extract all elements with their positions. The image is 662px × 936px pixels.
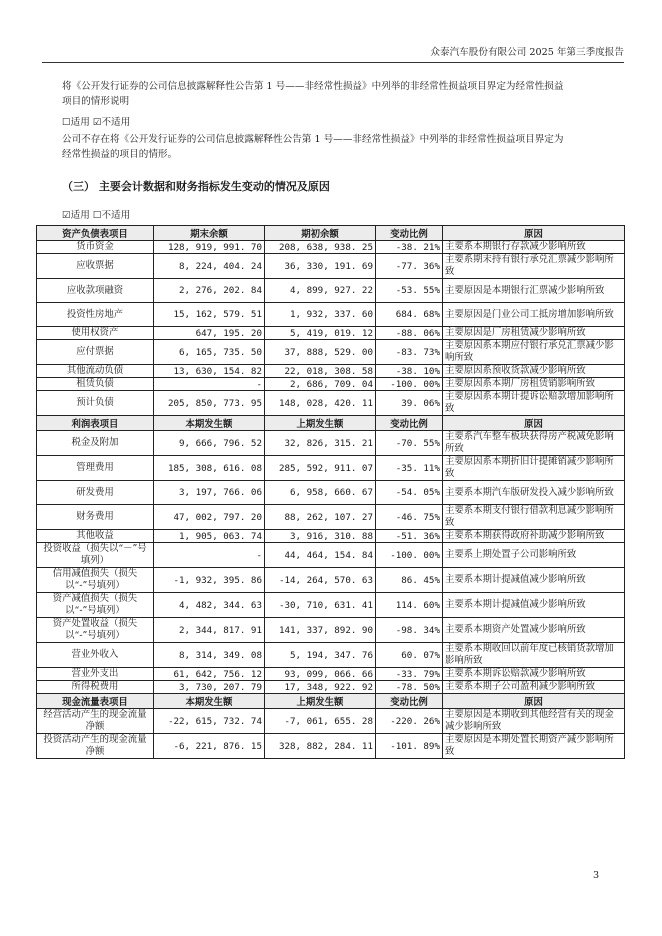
cell-item: 营业外支出 — [37, 668, 154, 681]
cell-reason: 主要系上期处置子公司影响所致 — [443, 543, 625, 568]
cell-pct: -220. 26% — [376, 709, 443, 734]
cell-reason: 主要系本期计提减值减少影响所致 — [443, 568, 625, 593]
cell-reason: 主要系本期支付银行借款利息减少影响所致 — [443, 505, 625, 530]
cell-pct: -53. 55% — [376, 279, 443, 303]
cell-item: 其他流动负债 — [37, 365, 154, 378]
cell-current: 8, 314, 349. 08 — [154, 643, 265, 668]
column-header: 原因 — [443, 416, 625, 431]
cell-item: 应收款项融资 — [37, 279, 154, 303]
table-row — [37, 734, 625, 759]
cell-reason: 主要系汽车整车板块获得房产税减免影响所致 — [443, 431, 625, 456]
table-row — [37, 254, 625, 279]
cell-item: 应收票据 — [37, 254, 154, 279]
column-header: 原因 — [443, 226, 625, 241]
cell-current: 9, 666, 796. 52 — [154, 431, 265, 456]
cell-item: 投资性房地产 — [37, 303, 154, 327]
cell-prior: 3, 916, 310. 88 — [265, 530, 376, 543]
cell-prior: 1, 932, 337. 60 — [265, 303, 376, 327]
cell-reason: 主要原因是本期收到其他经营有关的现金减少影响所致 — [443, 709, 625, 734]
cell-prior: 93, 099, 066. 66 — [265, 668, 376, 681]
cell-prior: 5, 419, 019. 12 — [265, 327, 376, 340]
table-row — [37, 668, 625, 681]
cell-item: 经营活动产生的现金流量净额 — [37, 709, 154, 734]
cell-item: 管理费用 — [37, 456, 154, 481]
column-header: 现金流量表项目 — [37, 694, 154, 709]
cell-prior: 208, 638, 938. 25 — [265, 241, 376, 254]
cell-prior: 141, 337, 892. 90 — [265, 618, 376, 643]
cell-pct: -38. 21% — [376, 241, 443, 254]
cell-current: 2, 276, 202. 84 — [154, 279, 265, 303]
cell-item: 货币资金 — [37, 241, 154, 254]
table-row — [37, 303, 625, 327]
cell-prior: 148, 028, 420. 11 — [265, 391, 376, 416]
financial-changes-table — [36, 225, 625, 759]
statement-paragraph — [62, 132, 612, 162]
cell-current: 205, 850, 773. 95 — [154, 391, 265, 416]
cell-reason: 主要原因系本期计提诉讼赔款增加影响所致 — [443, 391, 625, 416]
cell-pct: 684. 68% — [376, 303, 443, 327]
cell-reason: 主要系本期获得政府补助减少影响所致 — [443, 530, 625, 543]
cell-item: 预计负债 — [37, 391, 154, 416]
column-header: 变动比例 — [376, 416, 443, 431]
cell-reason: 主要原因是厂房租赁减少影响所致 — [443, 327, 625, 340]
cell-prior: 5, 194, 347. 76 — [265, 643, 376, 668]
cell-reason: 主要原因系本期应付银行承兑汇票减少影响所致 — [443, 340, 625, 365]
cell-item: 税金及附加 — [37, 431, 154, 456]
cell-prior: -7, 061, 655. 28 — [265, 709, 376, 734]
cell-item: 信用减值损失（损失以“-”号填列） — [37, 568, 154, 593]
column-header: 资产负债表项目 — [37, 226, 154, 241]
cell-current: -1, 932, 395. 86 — [154, 568, 265, 593]
cell-item: 租赁负债 — [37, 378, 154, 391]
page-number: 3 — [593, 870, 600, 881]
page-header: 众泰汽车股份有限公司 2025 年第三季度报告 — [42, 44, 624, 63]
statement-line-2: 经常性损益的项目的情形。 — [62, 149, 178, 160]
cell-pct: -77. 36% — [376, 254, 443, 279]
cell-current: 13, 630, 154. 82 — [154, 365, 265, 378]
column-header: 上期发生额 — [265, 694, 376, 709]
cell-prior: 6, 958, 660. 67 — [265, 481, 376, 505]
cell-pct: 114. 60% — [376, 593, 443, 618]
cell-current: 6, 165, 735. 50 — [154, 340, 265, 365]
applicability-checkbox-1: ☐适用 ☑不适用 — [62, 117, 131, 128]
cell-pct: 86. 45% — [376, 568, 443, 593]
cell-pct: -70. 55% — [376, 431, 443, 456]
cell-current: -6, 221, 876. 15 — [154, 734, 265, 759]
table-header-row — [37, 694, 625, 709]
table-row — [37, 327, 625, 340]
cell-reason: 主要系本期子公司盈利减少影响所致 — [443, 681, 625, 694]
cell-current: 1, 905, 063. 74 — [154, 530, 265, 543]
cell-pct: -100. 00% — [376, 543, 443, 568]
cell-pct: -35. 11% — [376, 456, 443, 481]
table-row — [37, 391, 625, 416]
cell-prior: 44, 464, 154. 84 — [265, 543, 376, 568]
table-row — [37, 378, 625, 391]
applicability-checkbox-2: ☑适用 ☐不适用 — [62, 210, 131, 221]
cell-current: 3, 730, 207. 79 — [154, 681, 265, 694]
cell-pct: -88. 06% — [376, 327, 443, 340]
cell-prior: 2, 686, 709. 04 — [265, 378, 376, 391]
cell-reason: 主要系本期计提减值减少影响所致 — [443, 593, 625, 618]
column-header: 利润表项目 — [37, 416, 154, 431]
cell-prior: 36, 330, 191. 69 — [265, 254, 376, 279]
cell-current: 2, 344, 817. 91 — [154, 618, 265, 643]
cell-item: 财务费用 — [37, 505, 154, 530]
cell-reason: 主要原因是本期银行汇票减少影响所致 — [443, 279, 625, 303]
cell-prior: 328, 882, 284. 11 — [265, 734, 376, 759]
table-row — [37, 568, 625, 593]
cell-current: 4, 482, 344. 63 — [154, 593, 265, 618]
column-header: 期初余额 — [265, 226, 376, 241]
cell-pct: -83. 73% — [376, 340, 443, 365]
cell-pct: -78. 50% — [376, 681, 443, 694]
table-row — [37, 241, 625, 254]
table-row — [37, 643, 625, 668]
cell-reason: 主要系本期收回以前年度已核销货款增加影响所致 — [443, 643, 625, 668]
cell-pct: -51. 36% — [376, 530, 443, 543]
cell-pct: -46. 75% — [376, 505, 443, 530]
table-header-row — [37, 416, 625, 431]
cell-reason: 主要系本期银行存款减少影响所致 — [443, 241, 625, 254]
cell-item: 所得税费用 — [37, 681, 154, 694]
table-row — [37, 618, 625, 643]
cell-item: 应付票据 — [37, 340, 154, 365]
cell-item: 其他收益 — [37, 530, 154, 543]
cell-pct: -98. 34% — [376, 618, 443, 643]
cell-item: 研发费用 — [37, 481, 154, 505]
cell-current: 15, 162, 579. 51 — [154, 303, 265, 327]
table-row — [37, 709, 625, 734]
column-header: 本期发生额 — [154, 416, 265, 431]
cell-prior: 285, 592, 911. 07 — [265, 456, 376, 481]
cell-prior: 4, 899, 927. 22 — [265, 279, 376, 303]
cell-reason: 主要原因系本期厂房租赁销影响所致 — [443, 378, 625, 391]
cell-reason: 主要系本期诉讼赔款减少影响所致 — [443, 668, 625, 681]
cell-current: 47, 002, 797. 20 — [154, 505, 265, 530]
cell-reason: 主要系期末持有银行承兑汇票减少影响所致 — [443, 254, 625, 279]
cell-reason: 主要原因是门业公司工抵房增加影响所致 — [443, 303, 625, 327]
cell-current: 61, 642, 756. 12 — [154, 668, 265, 681]
cell-pct: 60. 07% — [376, 643, 443, 668]
intro-paragraph — [62, 79, 612, 109]
cell-item: 投资收益（损失以“－”号填列） — [37, 543, 154, 568]
cell-prior: 22, 018, 308. 58 — [265, 365, 376, 378]
table-row — [37, 530, 625, 543]
column-header: 变动比例 — [376, 694, 443, 709]
column-header: 上期发生额 — [265, 416, 376, 431]
cell-current: 8, 224, 404. 24 — [154, 254, 265, 279]
table-row — [37, 365, 625, 378]
cell-prior: 88, 262, 107. 27 — [265, 505, 376, 530]
cell-item: 使用权资产 — [37, 327, 154, 340]
intro-line-1: 将《公开发行证券的公司信息披露解释性公告第 1 号——非经常性损益》中列举的非经常性损益项目界定为经常性损益 — [62, 81, 564, 92]
table-row — [37, 543, 625, 568]
table-row — [37, 681, 625, 694]
cell-current: 128, 919, 991. 70 — [154, 241, 265, 254]
statement-line-1: 公司不存在将《公开发行证券的公司信息披露解释性公告第 1 号——非经常性损益》中列举的非经常性损益项目界定为 — [62, 134, 564, 145]
table-row — [37, 456, 625, 481]
cell-item: 投资活动产生的现金流量净额 — [37, 734, 154, 759]
cell-prior: -30, 710, 631. 41 — [265, 593, 376, 618]
cell-current: -22, 615, 732. 74 — [154, 709, 265, 734]
cell-pct: 39. 06% — [376, 391, 443, 416]
table-row — [37, 340, 625, 365]
cell-current: 647, 195. 20 — [154, 327, 265, 340]
table-row — [37, 481, 625, 505]
cell-current: 3, 197, 766. 06 — [154, 481, 265, 505]
table-row — [37, 279, 625, 303]
cell-reason: 主要系本期汽车版研发投入减少影响所致 — [443, 481, 625, 505]
cell-reason: 主要原因系预收货款减少影响所致 — [443, 365, 625, 378]
cell-prior: 32, 826, 315. 21 — [265, 431, 376, 456]
column-header: 原因 — [443, 694, 625, 709]
cell-current: - — [154, 543, 265, 568]
section-title: （三） 主要会计数据和财务指标发生变动的情况及原因 — [62, 180, 330, 193]
cell-pct: -100. 00% — [376, 378, 443, 391]
table-row — [37, 505, 625, 530]
column-header: 期末余额 — [154, 226, 265, 241]
table-body — [37, 226, 625, 759]
cell-prior: 17, 348, 922. 92 — [265, 681, 376, 694]
column-header: 本期发生额 — [154, 694, 265, 709]
cell-prior: -14, 264, 570. 63 — [265, 568, 376, 593]
cell-current: - — [154, 378, 265, 391]
intro-line-2: 项目的情形说明 — [62, 96, 130, 107]
cell-item: 资产减值损失（损失以“-”号填列） — [37, 593, 154, 618]
cell-pct: -33. 79% — [376, 668, 443, 681]
cell-reason: 主要系本期资产处置减少影响所致 — [443, 618, 625, 643]
cell-pct: -38. 10% — [376, 365, 443, 378]
table-row — [37, 593, 625, 618]
cell-item: 营业外收入 — [37, 643, 154, 668]
cell-item: 资产处置收益（损失以“-”号填列） — [37, 618, 154, 643]
cell-pct: -101. 89% — [376, 734, 443, 759]
cell-prior: 37, 888, 529. 00 — [265, 340, 376, 365]
column-header: 变动比例 — [376, 226, 443, 241]
cell-current: 185, 308, 616. 08 — [154, 456, 265, 481]
table-row — [37, 431, 625, 456]
cell-pct: -54. 05% — [376, 481, 443, 505]
table-header-row — [37, 226, 625, 241]
cell-reason: 主要原因是本期处置长期资产减少影响所致 — [443, 734, 625, 759]
cell-reason: 主要原因系本期折旧计提摊销减少影响所致 — [443, 456, 625, 481]
